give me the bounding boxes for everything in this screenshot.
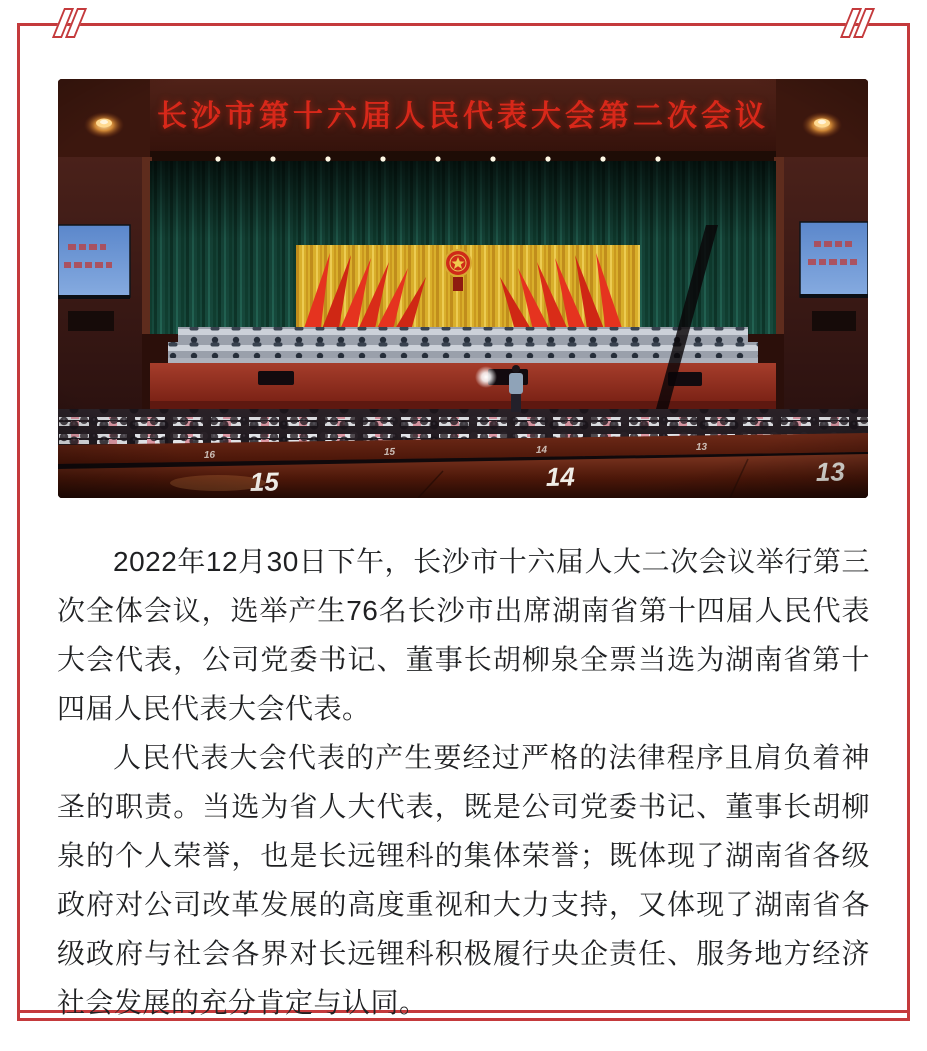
article-paragraph: 人民代表大会代表的产生要经过严格的法律程序且肩负着神圣的职责。当选为省人大代表，既是公司党委书记、董事长胡柳泉的个人荣誉，也是长远锂科的集体荣誉；既体现了湖南省各级政府对公司改革发展的高度重视和大力支持，又体现了湖南省各级政府与社会各界对长远锂科积极履行央企责任、服务地方经济社会发展的充分肯定与认同。 xyxy=(57,742,870,1018)
article-paragraph: 2022年12月30日下午，长沙市十六届人大二次会议举行第三次全体会议，选举产生76名长沙市出席湖南省第十四届人民代表大会代表，公司党委书记、董事长胡柳泉全票当选为湖南省第十四届人民代表大会代表。 xyxy=(57,546,870,724)
article-body xyxy=(57,537,870,1027)
conference-photo[interactable] xyxy=(58,79,868,498)
photo-vignette xyxy=(58,79,868,498)
